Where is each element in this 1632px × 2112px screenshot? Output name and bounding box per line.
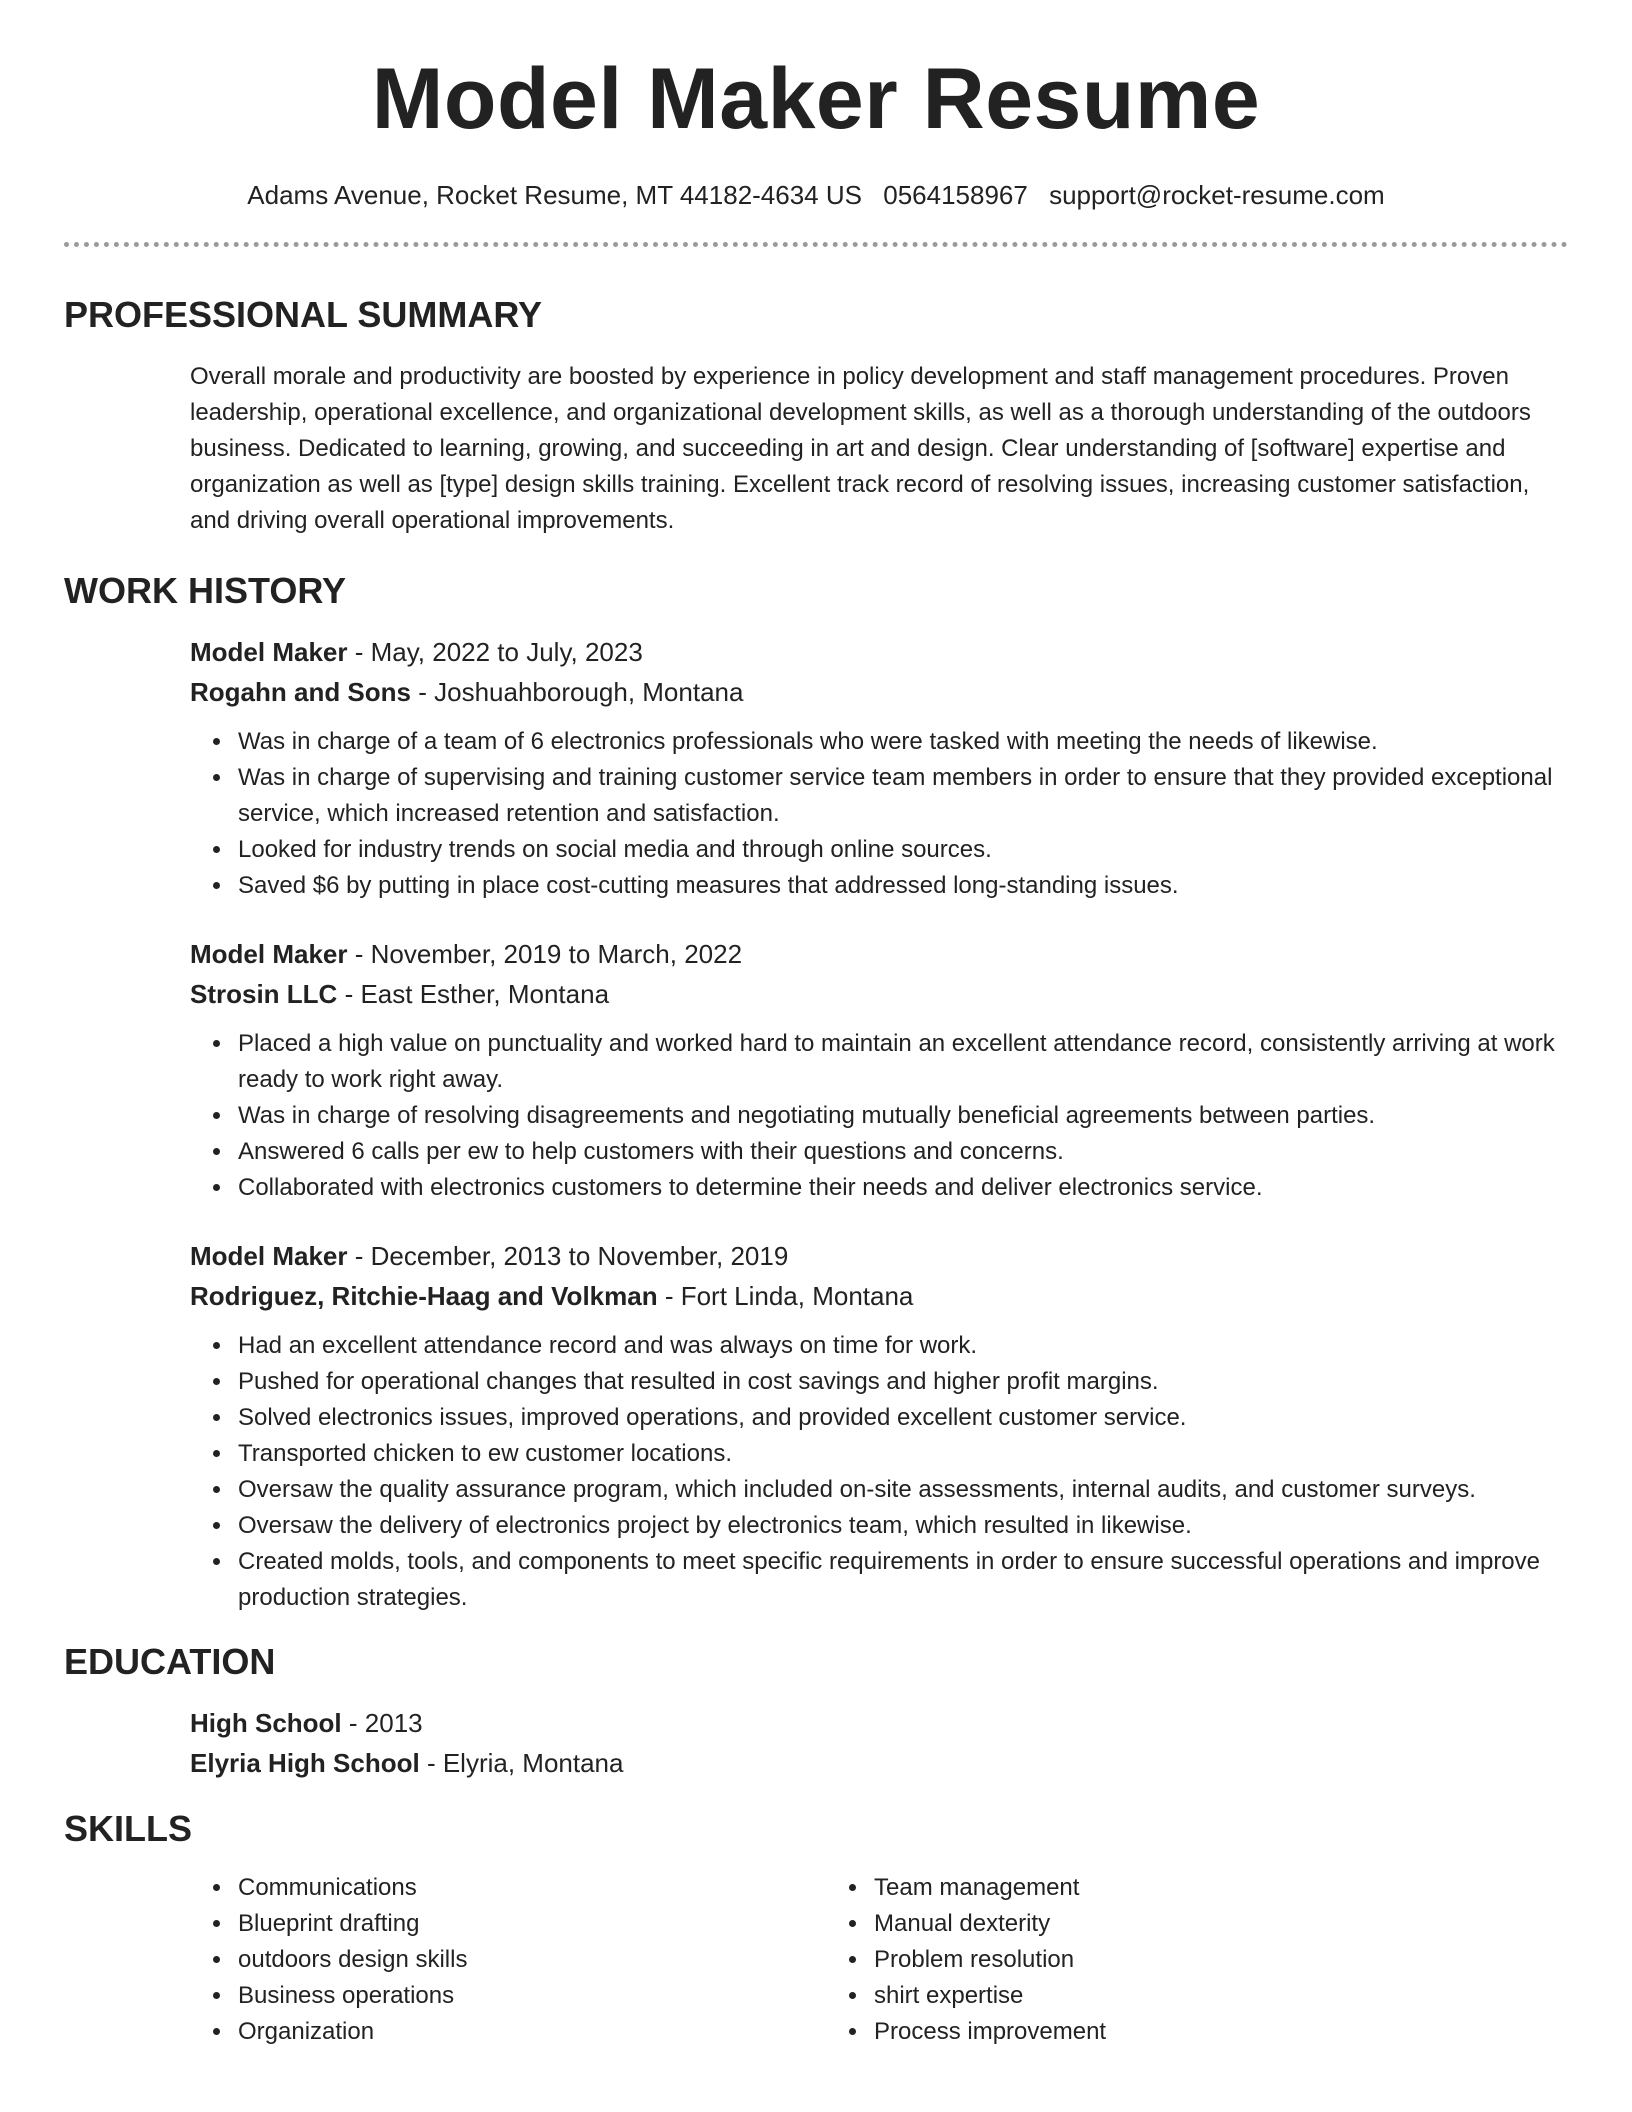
- list-item: • Answered 6 calls per ew to help customers with their questions and concerns.: [234, 1134, 1568, 1170]
- list-item: • Collaborated with electronics customers to determine their needs and deliver electronics service.: [234, 1170, 1568, 1206]
- list-item: • Manual dexterity: [870, 1906, 1462, 1942]
- list-item: • Transported chicken to ew customer locations.: [234, 1436, 1568, 1472]
- work-history-section: [64, 569, 1568, 1616]
- contact-email: support@rocket-resume.com: [1049, 179, 1385, 210]
- job-entry: [64, 934, 1568, 1206]
- summary-text: Overall morale and productivity are boosted by experience in policy development and staff management procedures. Proven leadership, operational excellence, and organizational development skills, as well as a thorough understanding of the outdoors business. Dedicated to learning, growing, and succeeding in art and design. Clear understanding of [software] expertise and organization as well as [type] design skills training. Excellent track record of resolving issues, increasing customer satisfaction, and driving overall operational improvements.: [190, 362, 1531, 534]
- list-item: • Team management: [870, 1870, 1462, 1906]
- job-title: Model Maker: [190, 938, 348, 969]
- job-dates: - November, 2019 to March, 2022: [347, 938, 743, 969]
- job-company-line: [190, 1276, 1568, 1316]
- contact-line: [64, 179, 1568, 213]
- list-item: • Business operations: [234, 1978, 826, 2014]
- list-item: • Process improvement: [870, 2014, 1462, 2050]
- job-location: - Fort Linda, Montana: [657, 1280, 914, 1311]
- list-item: • Was in charge of resolving disagreements and negotiating mutually beneficial agreements between parties.: [234, 1098, 1568, 1134]
- job-entry: [64, 1236, 1568, 1616]
- job-location: - East Esther, Montana: [337, 978, 610, 1009]
- job-title-line: [190, 632, 1568, 672]
- list-item: • Created molds, tools, and components to meet specific requirements in order to ensure successful operations and improve production strategies.: [234, 1544, 1568, 1616]
- list-item: • Pushed for operational changes that resulted in cost savings and higher profit margins.: [234, 1364, 1568, 1400]
- skills-grid: [190, 1870, 1568, 2050]
- job-duties-list: [64, 724, 1568, 904]
- professional-summary-section: [64, 293, 1568, 538]
- education-school-line: [190, 1743, 1568, 1783]
- resume-title: Model Maker Resume: [371, 51, 1261, 147]
- list-item: • Placed a high value on punctuality and worked hard to maintain an excellent attendance record, consistently arriving at work ready to work right away.: [234, 1026, 1568, 1098]
- education-section: [64, 1640, 1568, 1783]
- education-location: - Elyria, Montana: [419, 1747, 624, 1778]
- job-dates: - December, 2013 to November, 2019: [347, 1240, 789, 1271]
- job-company: Rodriguez, Ritchie-Haag and Volkman: [190, 1280, 658, 1311]
- list-item: • Was in charge of supervising and training customer service team members in order to ensure that they provided exceptional service, which increased retention and satisfaction.: [234, 760, 1568, 832]
- job-title-line: [190, 934, 1568, 974]
- job-title: Model Maker: [190, 636, 348, 667]
- section-heading-summary: PROFESSIONAL SUMMARY: [64, 294, 543, 336]
- contact-phone: 0564158967: [883, 179, 1028, 210]
- list-item: • Problem resolution: [870, 1942, 1462, 1978]
- list-item: • outdoors design skills: [234, 1942, 826, 1978]
- education-year: - 2013: [341, 1707, 423, 1738]
- job-duties-list: [64, 1328, 1568, 1616]
- section-heading-skills: SKILLS: [64, 1807, 193, 1849]
- job-location: - Joshuahborough, Montana: [411, 676, 744, 707]
- job-title: Model Maker: [190, 1240, 348, 1271]
- list-item: • Blueprint drafting: [234, 1906, 826, 1942]
- list-item: • Oversaw the delivery of electronics project by electronics team, which resulted in likewise.: [234, 1508, 1568, 1544]
- job-company-line: [190, 672, 1568, 712]
- section-heading-education: EDUCATION: [64, 1640, 276, 1682]
- contact-address: Adams Avenue, Rocket Resume, MT 44182-4634 US: [247, 179, 862, 210]
- job-company: Rogahn and Sons: [190, 676, 411, 707]
- skills-list-right: [826, 1870, 1462, 2050]
- skills-list-left: [190, 1870, 826, 2050]
- job-duties-list: [64, 1026, 1568, 1206]
- job-dates: - May, 2022 to July, 2023: [347, 636, 643, 667]
- job-title-line: [190, 1236, 1568, 1276]
- list-item: • Was in charge of a team of 6 electronics professionals who were tasked with meeting the needs of likewise.: [234, 724, 1568, 760]
- education-school: Elyria High School: [190, 1747, 420, 1778]
- list-item: • Saved $6 by putting in place cost-cutting measures that addressed long-standing issues.: [234, 868, 1568, 904]
- list-item: • Solved electronics issues, improved operations, and provided excellent customer service.: [234, 1400, 1568, 1436]
- list-item: • Looked for industry trends on social media and through online sources.: [234, 832, 1568, 868]
- job-company-line: [190, 974, 1568, 1014]
- skills-section: [64, 1807, 1568, 2050]
- job-company: Strosin LLC: [190, 978, 338, 1009]
- list-item: • Communications: [234, 1870, 826, 1906]
- list-item: • Organization: [234, 2014, 826, 2050]
- list-item: • shirt expertise: [870, 1978, 1462, 2014]
- education-degree: High School: [190, 1707, 342, 1738]
- header-divider: [64, 242, 1568, 247]
- job-entry: [64, 632, 1568, 904]
- section-heading-work: WORK HISTORY: [64, 569, 347, 611]
- list-item: • Had an excellent attendance record and was always on time for work.: [234, 1328, 1568, 1364]
- education-degree-line: [190, 1703, 1568, 1743]
- list-item: • Oversaw the quality assurance program, which included on-site assessments, internal audits, and customer surveys.: [234, 1472, 1568, 1508]
